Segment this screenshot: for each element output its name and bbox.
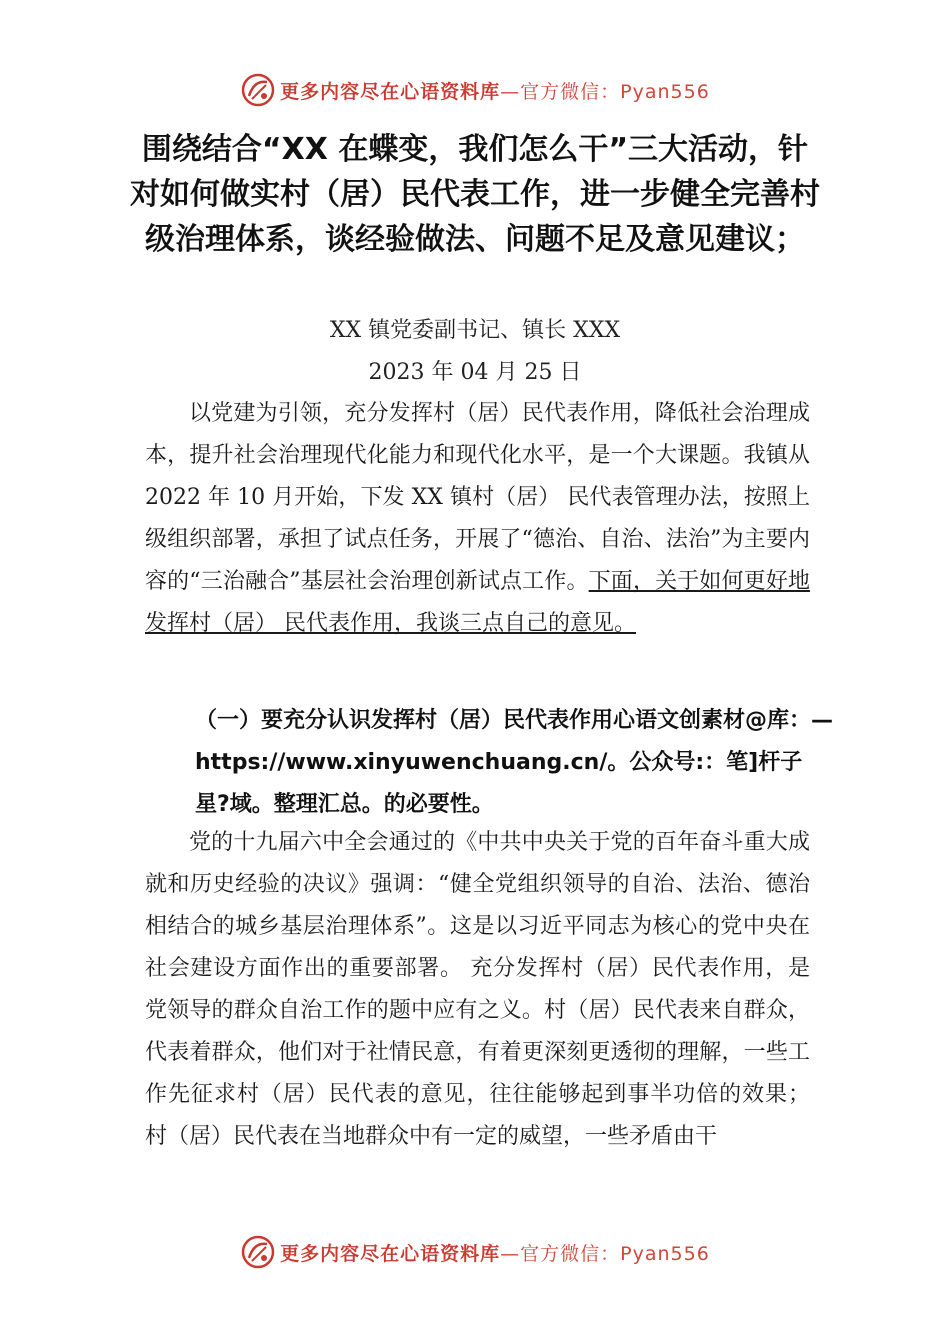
brand-logo-icon [240, 1234, 276, 1270]
watermark-banner-bottom [0, 1232, 950, 1272]
intro-paragraph: 以党建为引领，充分发挥村（居）民代表作用，降低社会治理成本，提升社会治理现代化能力和现代化水平，是一个大课题。我镇从 2022 年 10 月开始，下发 XX 镇村（居） 民代表管理办法，按照上级组织部署，承担了试点任务，开展了“德治、自治、法治”为主要内容的“三治融合”基层社会治理创新试点工作。下面，关于如何更好地发挥村（居） 民代表作用，我谈三点自己的意见。 [145, 401, 810, 636]
watermark-text: 更多内容尽在心语资料库—官方微信：Pyan556 [280, 1242, 710, 1265]
section-heading-1: （一）要充分认识发挥村（居）民代表作用心语文创素材@库：—https://www.xinyuwenchuang.cn/。公众号:：笔]杆子星?域。整理汇总。的必要性。 [195, 708, 834, 817]
document-title: 围绕结合“XX 在蝶变，我们怎么干”三大活动，针对如何做实村（居）民代表工作，进一步健全完善村级治理体系，谈经验做法、问题不足及意见建议； [130, 132, 820, 257]
watermark-banner-top [0, 70, 950, 110]
date-line: 2023 年 04 月 25 日 [368, 360, 582, 385]
author-line: XX 镇党委副书记、镇长 XXX [329, 318, 621, 343]
watermark-text: 更多内容尽在心语资料库—官方微信：Pyan556 [280, 80, 710, 103]
underlined-sentence: 下面，关于如何更好地发挥村（居） 民代表作用，我谈三点自己的意见。 [145, 569, 810, 636]
body-paragraph: 党的十九届六中全会通过的《中共中央关于党的百年奋斗重大成就和历史经验的决议》强调：“健全党组织领导的自治、法治、德治相结合的城乡基层治理体系”。这是以习近平同志为核心的党中央在社会建设方面作出的重要部署。 充分发挥村（居）民代表作用，是党领导的群众自治工作的题中应有之义。村（居）民代表来自群众，代表着群众，他们对于社情民意，有着更深刻更透彻的理解，一些工作先征求村（居）民代表的意见，往往能够起到事半功倍的效果； 村（居）民代表在当地群众中有一定的威望，一些矛盾由干 [145, 830, 810, 1149]
brand-logo-icon [240, 72, 276, 108]
